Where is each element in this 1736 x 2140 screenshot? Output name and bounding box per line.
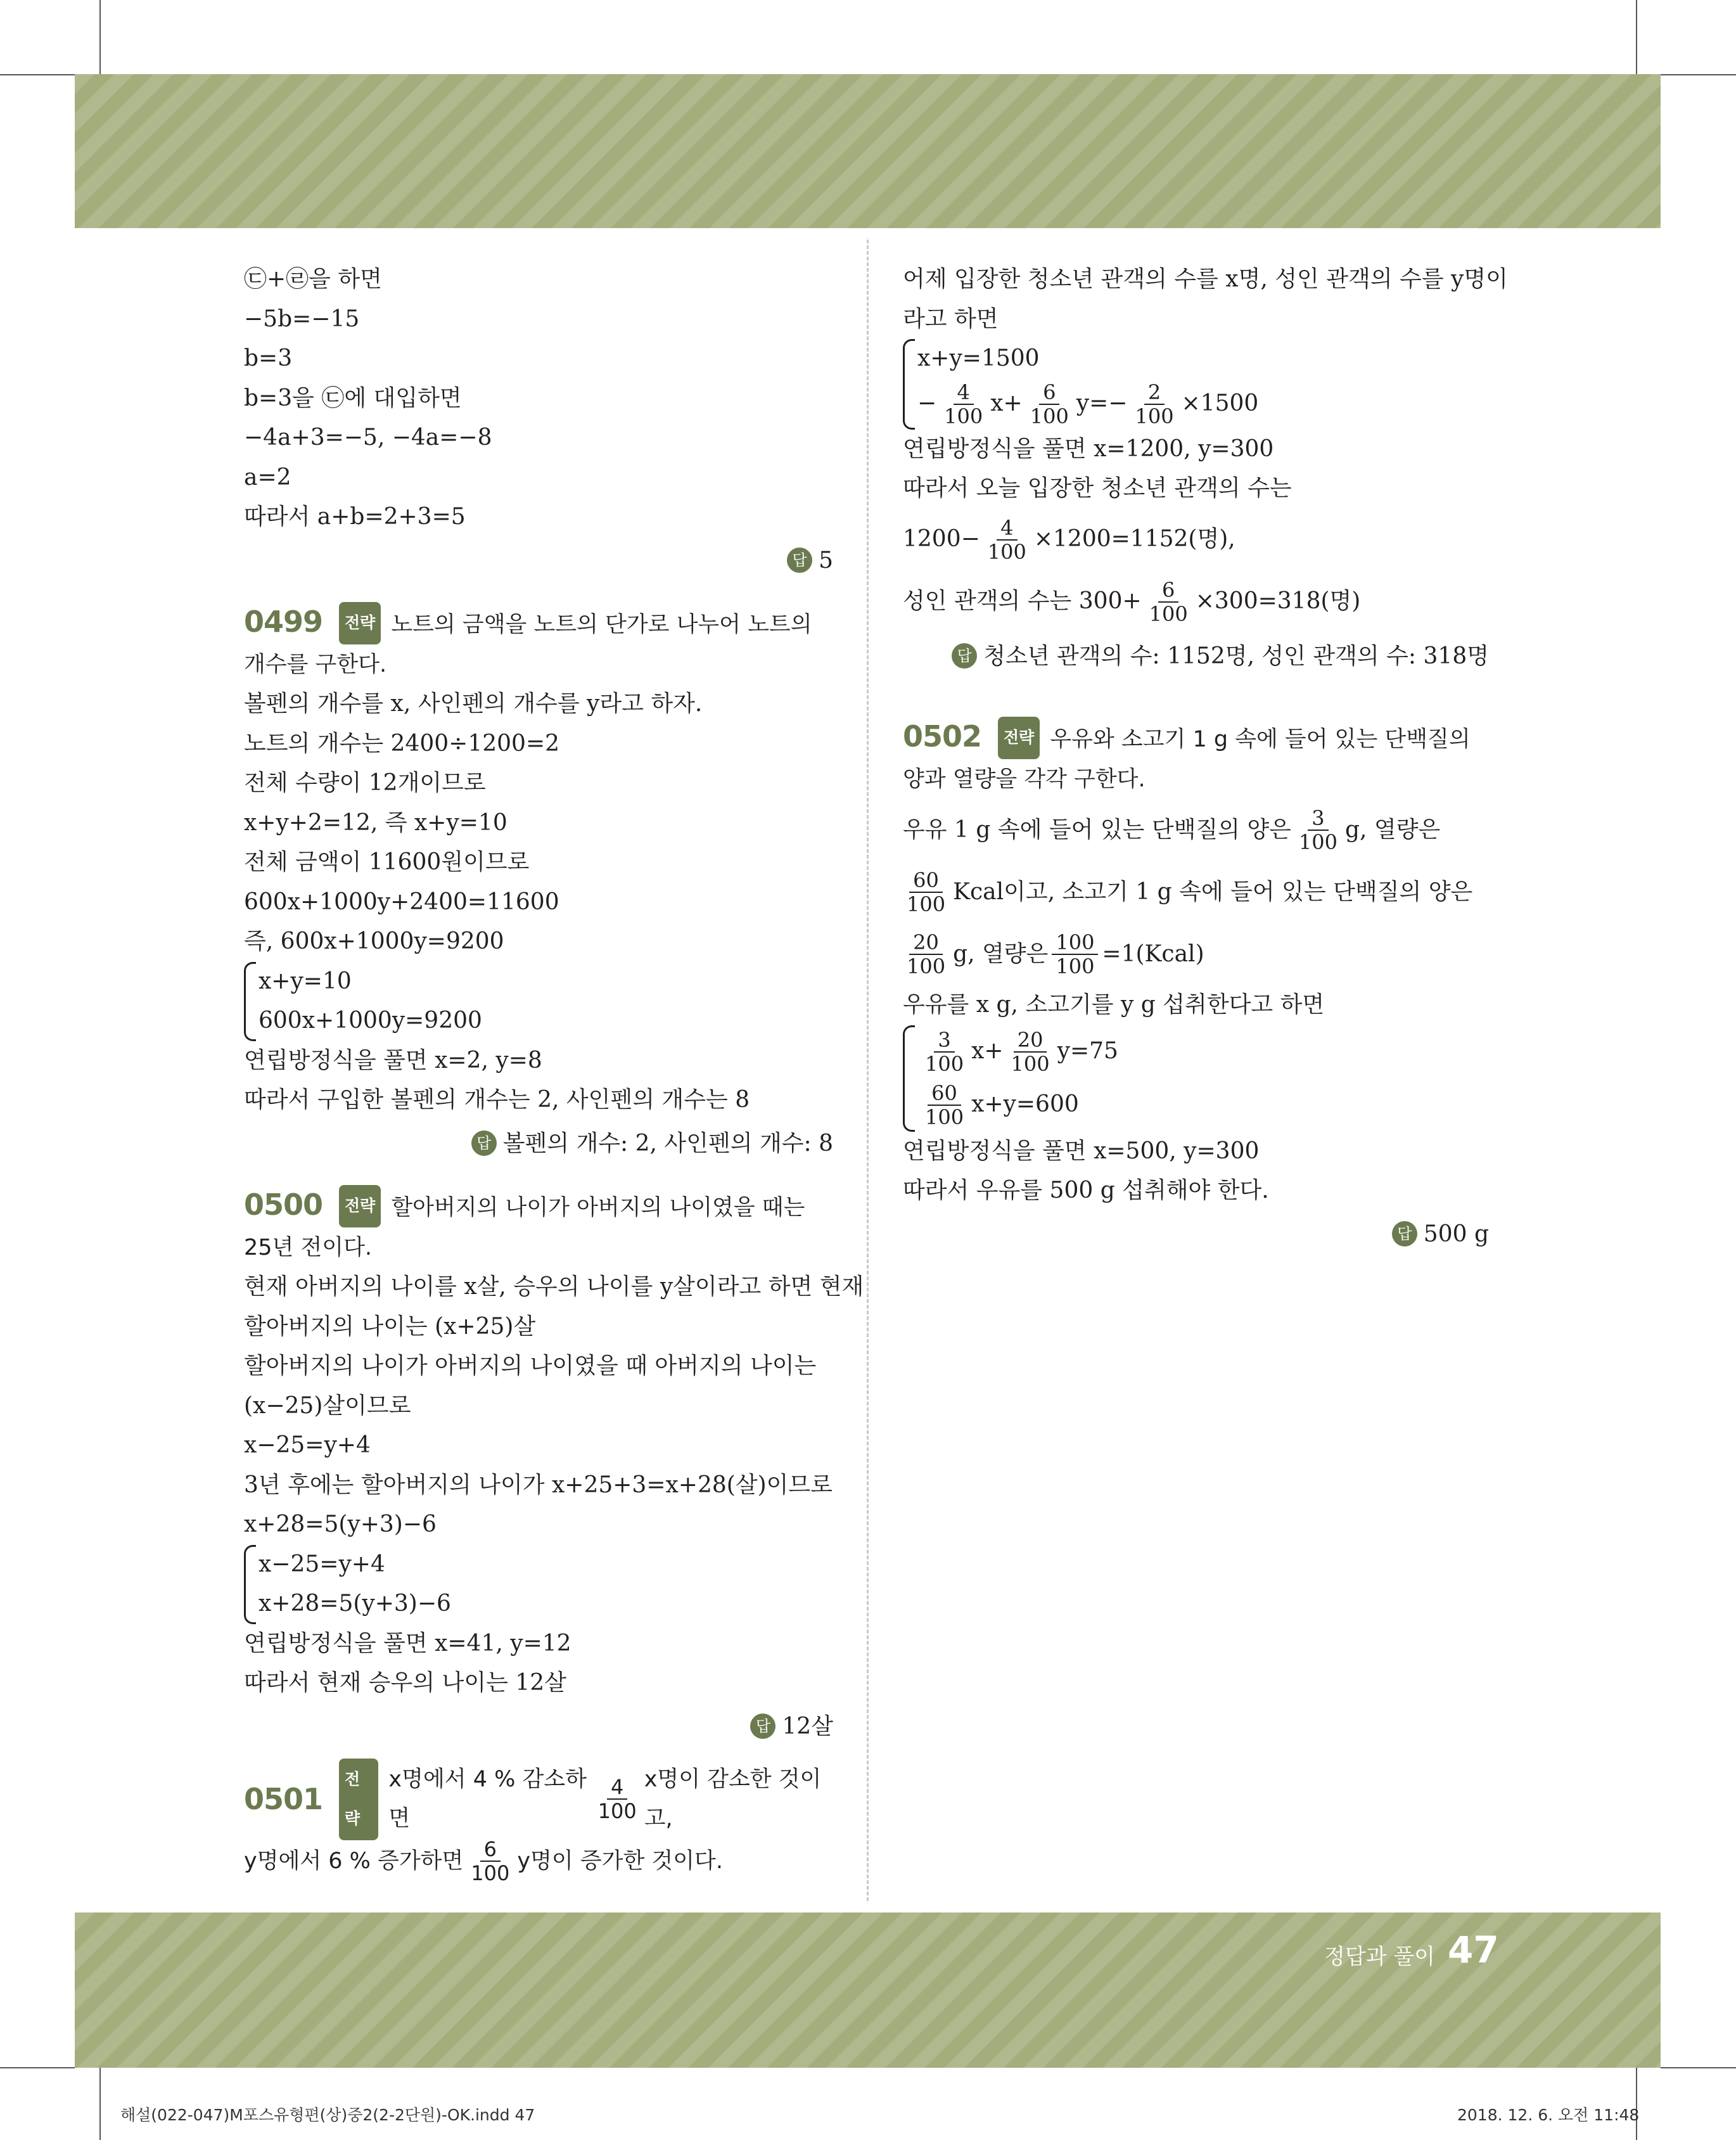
solution-line: 연립방정식을 풀면 x=500, y=300	[903, 1137, 1260, 1164]
fraction: $\frac{3}{100}$	[925, 1027, 964, 1076]
crop-mark	[0, 2067, 75, 2068]
calculation-line: 1200− $\frac{4}{100}$ ×1200=1152(명),	[903, 515, 1235, 564]
solution-line: 어제 입장한 청소년 관객의 수를 x명, 성인 관객의 수를 y명이	[903, 266, 1508, 292]
fraction: $\frac{6}{100}$	[1149, 577, 1188, 626]
problem-number: 0501	[244, 1781, 323, 1816]
solution-line: 할아버지의 나이는 (x+25)살	[244, 1313, 536, 1340]
solution-line: x−25=y+4	[244, 1432, 371, 1458]
print-slug-datetime: 2018. 12. 6. 오전 11:48	[1457, 2106, 1640, 2124]
solution-line: a=2	[244, 464, 291, 490]
solution-line: 연립방정식을 풀면 x=41, y=12	[244, 1630, 571, 1656]
section-title: 정답과 풀이	[1324, 1944, 1436, 1970]
equation-system	[903, 339, 1489, 430]
solution-line: 따라서 구입한 볼펜의 개수는 2, 사인펜의 개수는 8	[244, 1087, 750, 1113]
equation: $\frac{3}{100}$ x+ $\frac{20}{100}$ y=75	[917, 1025, 1118, 1079]
strategy-badge: 전략	[339, 602, 381, 644]
fraction: $\frac{60}{100}$	[907, 868, 946, 916]
fraction: $\frac{6}{100}$	[1030, 380, 1069, 428]
solution-0500	[244, 1267, 864, 1746]
equation: x+y=1500	[917, 345, 1040, 371]
crop-mark	[0, 74, 75, 75]
solution-line: $\frac{20}{100}$ g, 열량은 $\frac{100}{100}$ =1(Kcal)	[903, 923, 1489, 985]
fraction: $\frac{100}{100}$	[1052, 931, 1098, 978]
solution-line: 전체 금액이 11600원이므로	[244, 849, 530, 875]
fraction: $\frac{20}{100}$	[1011, 1027, 1050, 1076]
answer-text: 5	[819, 547, 833, 573]
solution-line: 연립방정식을 풀면 x=2, y=8	[244, 1047, 542, 1073]
equation-system	[244, 1545, 833, 1624]
equation: x−25=y+4	[258, 1551, 385, 1577]
answer-badge: 답	[471, 1131, 497, 1156]
crop-mark	[99, 0, 101, 74]
problem-number: 0502	[903, 719, 982, 753]
print-slug-file: 해설(022-047)M포스유형편(상)중2(2-2단원)-OK.indd 47	[120, 2106, 535, 2124]
problem-0501	[244, 1768, 833, 1892]
strategy-text: y명이 증가한 것이다.	[517, 1848, 723, 1874]
crop-mark	[1636, 0, 1637, 74]
solution-line: 우유를 x g, 소고기를 y g 섭취한다고 하면	[903, 992, 1325, 1018]
strategy-text: y명에서 6 % 증가하면	[244, 1848, 464, 1874]
strategy-text: x명에서 4 % 감소하면	[388, 1766, 587, 1831]
brace-icon	[903, 339, 915, 430]
crop-mark	[1661, 2067, 1736, 2068]
brace-icon	[244, 962, 256, 1041]
solution-line: 따라서 a+b=2+3=5	[244, 504, 466, 530]
fraction: $\frac{4}{100}$	[944, 380, 983, 428]
equation: 600x+1000y=9200	[258, 1008, 482, 1034]
divider-notch-bottom	[860, 1902, 876, 1913]
solution-line: 따라서 오늘 입장한 청소년 관객의 수는	[903, 475, 1292, 501]
solution-line: 라고 하면	[903, 305, 999, 332]
solution-line: 볼펜의 개수를 x, 사인펜의 개수를 y라고 하자.	[244, 691, 703, 717]
solution-line: b=3	[244, 345, 293, 371]
problem-0502	[903, 717, 1489, 799]
answer-text: 500 g	[1423, 1221, 1489, 1247]
solution-line: b=3을 ㉢에 대입하면	[244, 385, 462, 411]
solution-line: ㉢+㉣을 하면	[244, 266, 382, 292]
brace-icon	[903, 1025, 915, 1132]
problem-number: 0500	[244, 1188, 323, 1222]
solution-line: 노트의 개수는 2400÷1200=2	[244, 730, 560, 757]
right-column	[903, 260, 1508, 1254]
fraction: $\frac{6}{100}$	[471, 1837, 510, 1885]
strategy-text: x명이 감소한 것이고,	[644, 1766, 822, 1831]
answer-line	[244, 1707, 833, 1747]
answer-badge: 답	[750, 1714, 775, 1739]
solution-line: $\frac{60}{100}$ Kcal이고, 소고기 1 g 속에 들어 있는 단백질의 양은	[903, 861, 1489, 923]
answer-badge: 답	[952, 643, 977, 669]
problem-0499	[244, 602, 833, 684]
equation: $\frac{60}{100}$ x+y=600	[917, 1079, 1118, 1132]
solution-line: −5b=−15	[244, 305, 360, 332]
equation: x+y=10	[258, 968, 352, 994]
solution-line: 현재 아버지의 나이를 x살, 승우의 나이를 y살이라고 하면 현재	[244, 1274, 864, 1300]
solution-0499	[244, 684, 833, 1163]
answer-text: 청소년 관객의 수: 1152명, 성인 관객의 수: 318명	[983, 643, 1489, 669]
fraction: $\frac{3}{100}$	[1298, 806, 1337, 854]
equation: x+28=5(y+3)−6	[258, 1591, 451, 1617]
brace-icon	[244, 1545, 256, 1624]
calculation-line: 성인 관객의 수는 300+ $\frac{6}{100}$ ×300=318(명)	[903, 577, 1361, 626]
answer-text: 12살	[782, 1713, 833, 1740]
fraction: $\frac{60}{100}$	[925, 1080, 964, 1129]
solution-line: 우유 1 g 속에 들어 있는 단백질의 양은 $\frac{3}{100}$ g, 열량은	[903, 806, 1441, 854]
equation-system	[903, 1025, 1489, 1132]
problem-0500	[244, 1185, 833, 1267]
page-number: 47	[1448, 1928, 1499, 1971]
fraction: $\frac{4}{100}$	[987, 515, 1026, 564]
strategy-badge: 전략	[339, 1759, 378, 1840]
divider-notch-top	[860, 228, 876, 238]
strategy-text: 우유와 소고기 1 g 속에 들어 있는 단백질의 양과 열량을 각각 구한다.	[903, 727, 1471, 792]
solution-line: 즉, 600x+1000y=9200	[244, 928, 504, 954]
header-band	[75, 74, 1661, 228]
solution-line: 3년 후에는 할아버지의 나이가 x+25+3=x+28(살)이므로	[244, 1471, 833, 1498]
solution-line: 전체 수량이 12개이므로	[244, 770, 486, 796]
solution-line: 따라서 우유를 500 g 섭취해야 한다.	[903, 1177, 1269, 1203]
solution-line: (x−25)살이므로	[244, 1392, 411, 1419]
solution-line: x+28=5(y+3)−6	[244, 1511, 437, 1537]
fraction: $\frac{4}{100}$	[597, 1775, 637, 1823]
answer-line	[903, 1215, 1489, 1255]
crop-mark	[1661, 74, 1736, 75]
solution-line: 따라서 현재 승우의 나이는 12살	[244, 1670, 566, 1696]
continuation-solution	[244, 260, 833, 580]
fraction: $\frac{2}{100}$	[1135, 380, 1174, 428]
strategy-text: 노트의 금액을 노트의 단가로 나누어 노트의 개수를 구한다.	[244, 612, 812, 677]
answer-badge: 답	[1392, 1221, 1417, 1246]
equation: − $\frac{4}{100}$ x+ $\frac{6}{100}$ y=− $\frac{2}{100}$ ×1500	[917, 380, 1259, 428]
strategy-badge: 전략	[998, 717, 1040, 759]
solution-line: x+y+2=12, 즉 x+y=10	[244, 809, 507, 836]
strategy-text: 할아버지의 나이가 아버지의 나이였을 때는 25년 전이다.	[244, 1195, 805, 1260]
column-divider	[867, 228, 869, 1913]
solution-0502	[903, 799, 1489, 1254]
footer-band	[75, 1913, 1661, 2068]
answer-line	[903, 637, 1489, 677]
left-column	[244, 260, 864, 1892]
strategy-badge: 전략	[339, 1185, 381, 1227]
solution-line: −4a+3=−5, −4a=−8	[244, 425, 492, 451]
answer-text: 볼펜의 개수: 2, 사인펜의 개수: 8	[502, 1130, 833, 1156]
solution-line: 할아버지의 나이가 아버지의 나이였을 때 아버지의 나이는	[244, 1353, 817, 1379]
problem-number: 0499	[244, 605, 323, 639]
equation-system	[244, 962, 833, 1041]
crop-mark	[99, 2068, 101, 2140]
answer-line	[244, 1124, 833, 1164]
solution-line: 600x+1000y+2400=11600	[244, 888, 559, 915]
solution-line: 연립방정식을 풀면 x=1200, y=300	[903, 435, 1274, 462]
fraction: $\frac{20}{100}$	[907, 930, 946, 978]
answer-line	[244, 541, 833, 581]
answer-badge: 답	[787, 548, 812, 573]
